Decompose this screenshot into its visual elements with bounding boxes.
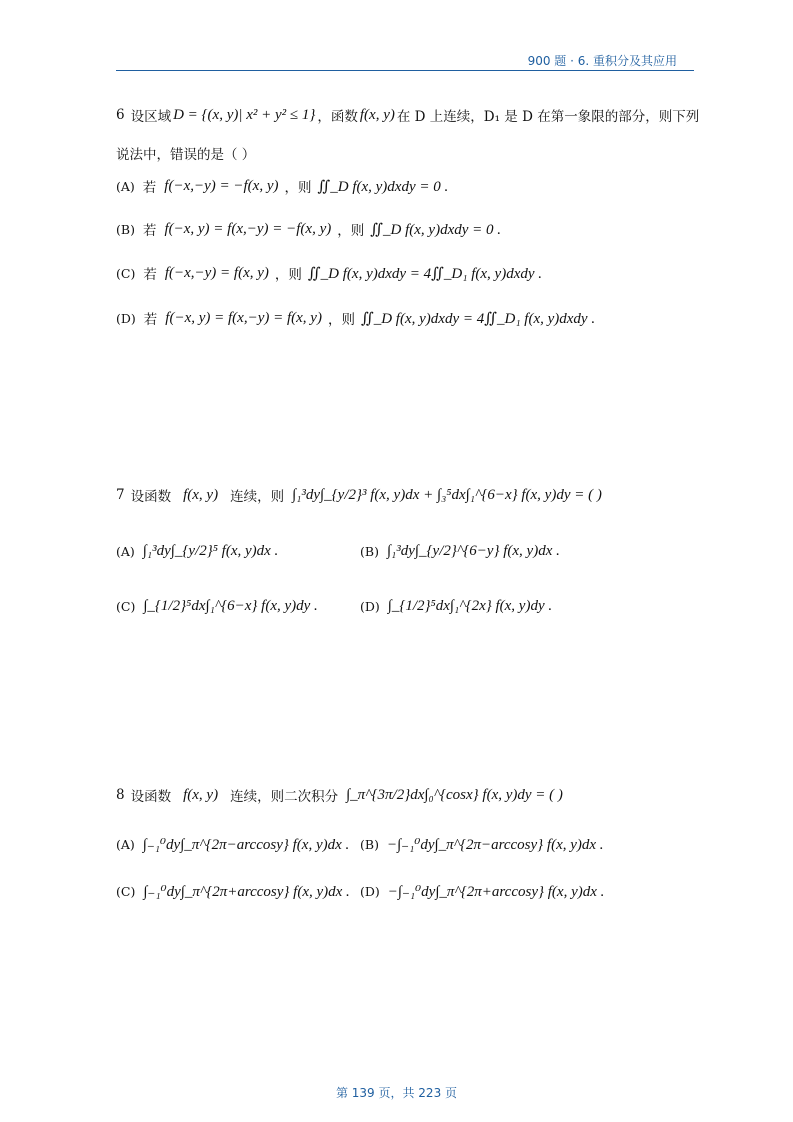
q8-option-expression: ∫₋₁⁰dy∫_π^{2π−arccosy} f(x, y)dx . [142,836,350,853]
q8-option-label: (B) [360,836,379,852]
q6-stem-line-2 [116,138,255,168]
q7-option-expression: ∫_{1/2}⁵dx∫₁^{6−x} f(x, y)dy . [143,597,318,614]
q7-option-a [116,536,278,566]
q6-option-then: ，则 [327,312,355,328]
q7-option-label: (D) [360,598,380,614]
header-rule [116,70,694,71]
q6-option-result: ∬_D f(x, y)dxdy = 4∬_D₁ f(x, y)dxdy . [307,265,543,282]
page-footer-number: 第 139 页，共 223 页 [335,1086,458,1100]
q7-func: f(x, y) [183,486,219,503]
q6-option-result: ∬_D f(x, y)dxdy = 4∬_D₁ f(x, y)dxdy . [360,310,596,327]
q6-option-if: 若 [143,267,157,283]
q6-option-c [116,258,542,288]
q6-option-b [116,214,501,244]
q6-option-if: 若 [143,312,158,328]
q8-number: 8 [116,787,125,803]
q7-option-expression: ∫₁³dy∫_{y/2}⁵ f(x, y)dx . [142,542,279,559]
q6-option-result: ∬_D f(x, y)dxdy = 0 . [370,221,502,238]
q8-option-c [116,876,350,906]
q7-number: 7 [116,487,125,503]
q6-option-d [116,303,595,333]
q8-option-label: (A) [116,836,135,852]
q7-mid: 连续，则 [230,489,285,505]
q6-option-then: ，则 [274,267,302,283]
q8-option-label: (D) [360,883,380,899]
q7-option-d [360,591,552,621]
q8-option-b [360,829,604,859]
q7-option-b [360,536,560,566]
q8-option-a [116,829,349,859]
q6-option-label: (C) [116,265,136,281]
q7-stem [116,480,602,510]
q6-domain-def: D = {(x, y)| x² + y² ≤ 1} [173,106,316,123]
q6-option-then: ，则 [284,180,312,196]
q6-line2: 说法中，错误的是（ ） [116,147,256,163]
q6-intro: 设区域 [130,109,172,125]
q6-option-label: (B) [116,221,135,237]
q6-stem-line-1 [116,100,699,130]
q6-option-condition: f(−x,−y) = f(x, y) [164,264,269,281]
q7-option-label: (C) [116,598,136,614]
page-header-title: 900 题 · 6. 重积分及其应用 [527,54,677,68]
q7-option-label: (A) [116,543,135,559]
q8-option-expression: −∫₋₁⁰dy∫_π^{2π−arccosy} f(x, y)dx . [386,836,604,853]
q6-option-label: (D) [116,310,136,326]
q6-option-a [116,171,448,201]
q7-option-label: (B) [360,543,379,559]
q6-option-condition: f(−x,−y) = −f(x, y) [164,177,279,194]
q8-stem [116,780,563,810]
q6-option-condition: f(−x, y) = f(x,−y) = −f(x, y) [164,220,332,237]
q6-func: f(x, y) [359,106,395,123]
q7-option-expression: ∫_{1/2}⁵dx∫₁^{2x} f(x, y)dy . [387,597,553,614]
q6-option-label: (A) [116,178,135,194]
q6-option-condition: f(−x, y) = f(x,−y) = f(x, y) [165,309,322,326]
q6-option-result: ∬_D f(x, y)dxdy = 0 . [317,178,449,195]
q8-intro: 设函数 [130,789,172,805]
q6-option-if: 若 [142,223,157,239]
q6-number: 6 [116,107,125,123]
q6-text-rest: 在 D 上连续，D₁ 是 D 在第一象限的部分，则下列 [396,109,700,125]
q6-option-then: ，则 [337,223,365,239]
q8-option-expression: ∫₋₁⁰dy∫_π^{2π+arccosy} f(x, y)dx . [143,883,350,900]
q7-expression: ∫₁³dy∫_{y/2}³ f(x, y)dx + ∫₃⁵dx∫₁^{6−x} f(x, y)dy = ( ) [292,486,602,503]
q8-mid: 连续，则二次积分 [230,789,339,805]
q8-expression: ∫_π^{3π/2}dx∫₀^{cosx} f(x, y)dy = ( ) [346,786,563,803]
q7-option-expression: ∫₁³dy∫_{y/2}^{6−y} f(x, y)dx . [386,542,560,559]
q8-option-expression: −∫₋₁⁰dy∫_π^{2π+arccosy} f(x, y)dx . [387,883,605,900]
q6-mid: ，函数 [317,109,358,125]
q8-option-label: (C) [116,883,136,899]
q8-func: f(x, y) [183,786,219,803]
q7-option-c [116,591,318,621]
q8-option-d [360,876,604,906]
q6-option-if: 若 [142,180,157,196]
q7-intro: 设函数 [130,489,172,505]
